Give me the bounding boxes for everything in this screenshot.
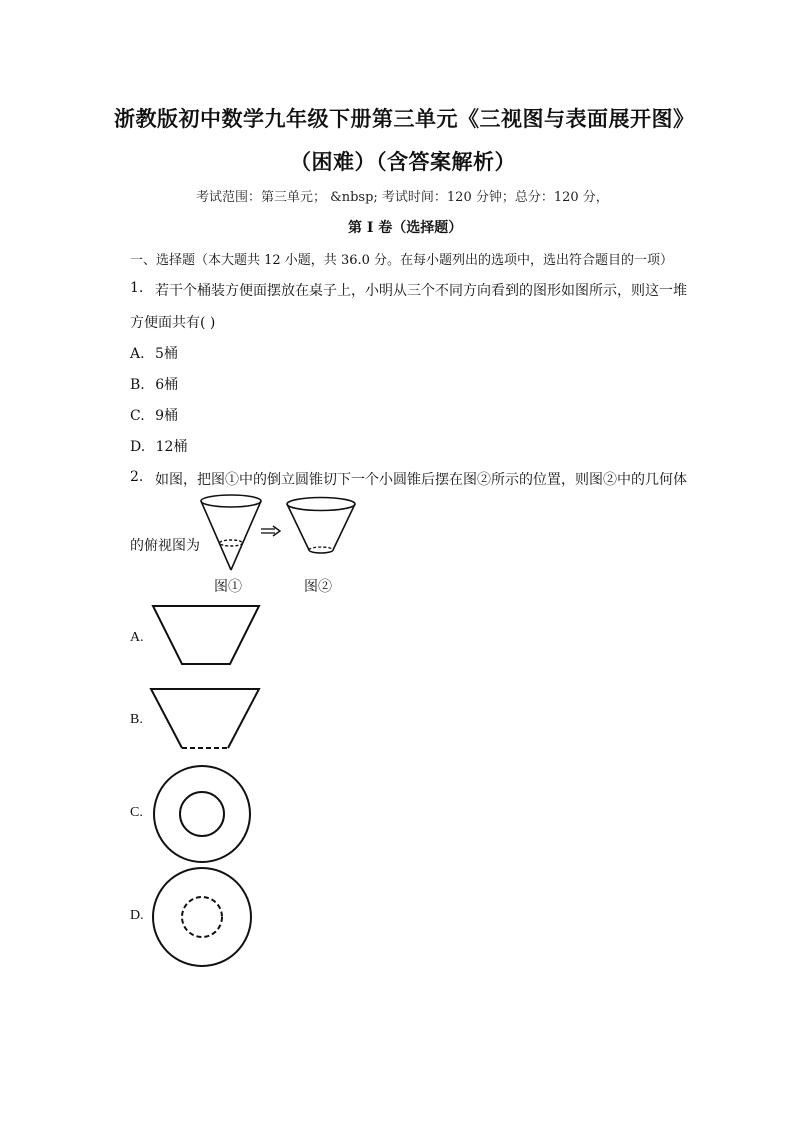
q2-text-line2: 的俯视图为 [130, 538, 200, 554]
q1-option-c[interactable] [130, 405, 178, 425]
exam-meta: 考试范围：第三单元； &nbsp; 考试时间：120 分钟；总分：120 分， [196, 190, 609, 205]
page-title-line1: 浙教版初中数学九年级下册第三单元《三视图与表面展开图》 [114, 106, 695, 131]
option-text: 12桶 [155, 439, 188, 455]
option-label: A. [130, 346, 145, 362]
q2-option-a-label[interactable]: A. [130, 630, 144, 645]
q2-option-b-trapezoid[interactable] [150, 687, 262, 751]
q1-option-d[interactable] [130, 436, 187, 456]
q2-option-d-label[interactable]: D. [130, 908, 144, 923]
part-title: 第 I 卷（选择题） [348, 220, 463, 236]
q2-fig1-caption: 图① [214, 579, 242, 595]
page-title-line2: （困难）（含答案解析） [290, 149, 516, 174]
q2-option-c-circles[interactable] [148, 764, 256, 864]
q2-number: 2. [130, 469, 144, 485]
q2-option-b-label[interactable]: B. [130, 712, 143, 727]
q2-text-line1: 如图，把图①中的倒立圆锥切下一个小圆锥后摆在图②所示的位置，则图②中的几何体 [155, 472, 687, 488]
option-text: 9桶 [155, 408, 179, 424]
option-text: 5桶 [155, 346, 178, 362]
q1-option-b[interactable] [130, 374, 178, 394]
option-label: C. [130, 408, 145, 424]
q2-option-d-circles[interactable] [150, 866, 256, 968]
q2-figure-2-frustum [284, 495, 358, 557]
q1-option-a[interactable] [130, 343, 178, 363]
q2-option-a-trapezoid[interactable] [150, 604, 262, 666]
q1-number: 1. [130, 280, 144, 296]
q1-text-line1: 若干个桶装方便面摆放在桌子上，小明从三个不同方向看到的图形如图所示，则这一堆 [155, 283, 687, 299]
q1-text-line2: 方便面共有( ) [130, 315, 216, 331]
section-heading: 一、选择题（本大题共 12 小题，共 36.0 分。在每小题列出的选项中，选出符合题目的一项） [130, 253, 674, 268]
option-label: D. [130, 439, 146, 455]
arrow-right-icon [260, 525, 282, 537]
q2-fig2-caption: 图② [304, 579, 332, 595]
option-label: B. [130, 377, 145, 393]
option-text: 6桶 [155, 377, 179, 393]
q2-figure-1-cone [198, 492, 264, 574]
q2-option-c-label[interactable]: C. [130, 805, 143, 820]
